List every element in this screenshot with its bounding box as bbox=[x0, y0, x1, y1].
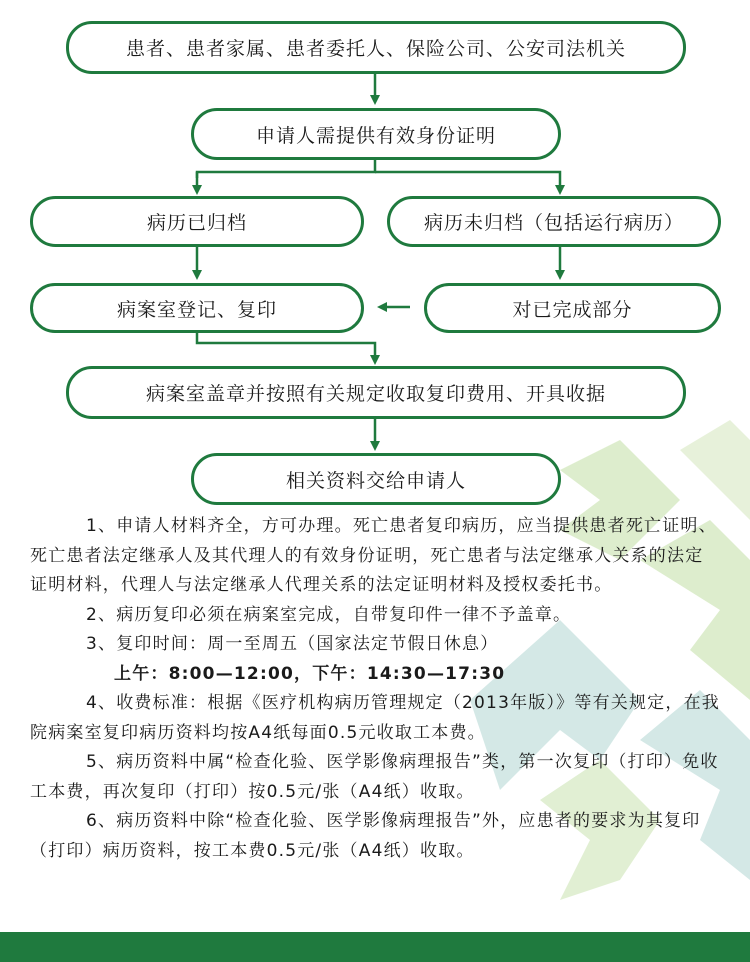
am-hours: 8:00—12:00， bbox=[168, 663, 313, 684]
connector-id-split bbox=[197, 158, 375, 178]
note-item-5: 5、病历资料中属“检查化验、医学影像病理报告”类，第一次复印（打印）免收工本费，再次复印（打印）按0.5元/张（A4纸）收取。 bbox=[30, 752, 719, 802]
node-completed-part: 对已完成部分 bbox=[424, 283, 721, 333]
am-label: 上午： bbox=[114, 663, 169, 684]
node-register-copy: 病案室登记、复印 bbox=[30, 283, 364, 333]
arrow-register-to-stamp bbox=[197, 333, 375, 360]
node-deliver: 相关资料交给申请人 bbox=[191, 453, 561, 505]
note-item-4: 4、收费标准：根据《医疗机构病历管理规定（2013年版）》等有关规定，在我院病案室复印病历资料均按A4纸每面0.5元收取工本费。 bbox=[30, 693, 720, 743]
note-hours bbox=[30, 660, 720, 690]
node-id-required: 申请人需提供有效身份证明 bbox=[191, 108, 561, 160]
arrow-split-to-not-archived bbox=[375, 172, 560, 190]
bottom-green-bar bbox=[0, 932, 750, 962]
note-item-6: 6、病历资料中除“检查化验、医学影像病理报告”外，应患者的要求为其复印（打印）病历资料，按工本费0.5元/张（A4纸）收取。 bbox=[30, 811, 701, 861]
pm-label: 下午： bbox=[312, 663, 367, 684]
notes-section bbox=[30, 512, 720, 866]
node-applicants: 患者、患者家属、患者委托人、保险公司、公安司法机关 bbox=[66, 21, 686, 74]
pm-hours: 14:30—17:30 bbox=[366, 663, 506, 684]
note-item-2: 2、病历复印必须在病案室完成，自带复印件一律不予盖章。 bbox=[86, 604, 572, 625]
note-item-1: 1、申请人材料齐全，方可办理。死亡患者复印病历，应当提供患者死亡证明、死亡患者法定继承人及其代理人的有效身份证明，死亡患者与法定继承人关系的法定证明材料，代理人与法定继承人代理关系的法定证明材料及授权委托书。 bbox=[30, 516, 717, 595]
node-stamp-fee: 病案室盖章并按照有关规定收取复印费用、开具收据 bbox=[66, 366, 686, 419]
node-archived: 病历已归档 bbox=[30, 196, 364, 247]
note-item-3: 3、复印时间：周一至周五（国家法定节假日休息） bbox=[86, 634, 499, 654]
node-not-archived: 病历未归档（包括运行病历） bbox=[387, 196, 721, 247]
